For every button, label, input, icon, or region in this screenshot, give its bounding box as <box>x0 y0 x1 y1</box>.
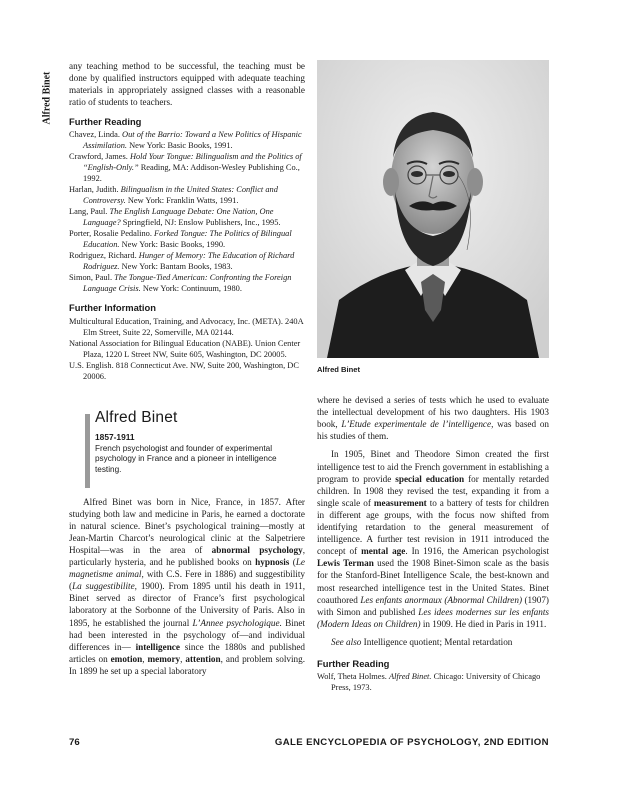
ref-author: Lang, Paul. <box>69 207 110 217</box>
running-head-text: Alfred Binet <box>41 71 53 125</box>
ref-publisher: New York: Basic Books, 1990. <box>119 240 226 250</box>
see-also <box>317 636 549 648</box>
keyword: attention <box>185 653 221 664</box>
article-dates: 1857-1911 <box>95 431 135 442</box>
article-paragraph-1 <box>69 496 305 677</box>
keyword: mental age <box>361 546 406 557</box>
organization-item: U.S. English. 818 Connecticut Ave. NW, Suite 200, Washington, DC 20006. <box>69 360 299 381</box>
text-run: was based on his studies of them. <box>317 419 550 442</box>
article-paragraph-2 <box>317 394 549 442</box>
reference-item <box>69 250 305 272</box>
keyword: intelligence <box>135 641 180 652</box>
keyword: Lewis Terman <box>317 558 374 569</box>
further-reading-heading: Further Reading <box>69 116 142 128</box>
portrait-photo <box>317 60 549 358</box>
see-also-label: See also <box>331 636 362 647</box>
ref-publisher: New York: Bantam Books, 1983. <box>119 262 233 272</box>
reference-item <box>69 184 305 206</box>
ref-title: Hold Your Tongue: Bilingualism and the Politics of “English-Only.” <box>83 152 302 173</box>
ref-publisher: New York: Continuum, 1980. <box>140 284 242 294</box>
keyword: measurement <box>373 497 427 508</box>
ref-publisher: Springfield, NJ: Enslow Publishers, Inc., 1995. <box>120 218 281 228</box>
footer-title: GALE ENCYCLOPEDIA OF PSYCHOLOGY, 2ND EDITION <box>274 737 549 748</box>
page-number: 76 <box>69 737 80 748</box>
keyword: special education <box>395 473 465 484</box>
ref-author: Crawford, James. <box>69 152 130 162</box>
text-run: , <box>180 653 186 664</box>
text-run: ( <box>289 557 296 568</box>
text-run: to a battery of tests for children in different age groups, with the focus now shifted from identifying retardation to the general measurement of intelligence. A further test revision in 1911 introduced the concept of <box>317 497 549 557</box>
ref-author: Harlan, Judith. <box>69 185 121 195</box>
ref-title: Hunger of Memory: The Education of Richard Rodriguez. <box>83 251 295 272</box>
see-also-links: Intelligence quotient; Mental retardation <box>361 636 513 647</box>
ref-title: Alfred Binet. <box>388 672 432 682</box>
text-run: Alfred Binet was born in Nice, France, in 1857. After studying both law and medicine in Paris, he earned a doctorate in natural science. Binet’s psychological training—mostly at Jean-Martin Charcot’s neurological clinic at the Salpetriere Hospital—was in the area of <box>69 496 305 555</box>
ref-author: Wolf, Theta Holmes. <box>317 672 389 682</box>
italic-title: L’Annee psychologique. <box>192 617 282 628</box>
ref-title: Out of the Barrio: Toward a New Politics of Hispanic Assimilation. <box>83 130 302 151</box>
ref-title: Bilingualism in the United States: Conflict and Controversy. <box>83 185 278 206</box>
reference-item <box>69 228 305 250</box>
keyword: hypnosis <box>255 557 290 568</box>
ref-title: The Tongue-Tied American: Confronting the Foreign Language Crisis. <box>83 273 292 294</box>
article-paragraph-3 <box>317 448 549 629</box>
ref-publisher: Reading, MA: Addison-Wesley Publishing Co., 1992. <box>83 163 300 184</box>
photo-caption: Alfred Binet <box>317 365 361 374</box>
running-head <box>40 66 54 126</box>
italic-title: Les idees modernes sur les enfants (Modern Ideas on Children) <box>317 606 549 629</box>
italic-title: Le magnetisme animal, <box>69 557 305 580</box>
ref-author: Rodriguez, Richard. <box>69 251 139 261</box>
reference-item <box>69 151 305 184</box>
article-subtitle: French psychologist and founder of experimental psychology in France and a pioneer in intelligence testing. <box>95 443 277 474</box>
further-reading-heading-2: Further Reading <box>317 657 390 669</box>
organization-item: National Association for Bilingual Education (NABE). Union Center Plaza, 1220 L Street NW, Suite 605, Washington, DC 20005. <box>69 338 301 359</box>
ref-author: Porter, Rosalie Pedalino. <box>69 229 155 239</box>
keyword: memory <box>147 653 181 664</box>
reference-item <box>69 129 305 151</box>
reference-item <box>69 206 305 228</box>
right-column <box>317 60 549 693</box>
text-run: used the 1908 Binet-Simon scale as the basis for the Stanford-Binet Intelligence Scale, the best-known and most researched intelligence test in the United States. Binet coauthored <box>317 558 550 605</box>
further-information-heading: Further Information <box>69 302 156 314</box>
ref-publisher: New York: Basic Books, 1991. <box>126 141 233 151</box>
reference-item <box>69 272 305 294</box>
article-header <box>69 408 305 496</box>
article-title: Alfred Binet <box>95 408 178 426</box>
page-footer <box>69 737 549 751</box>
text-run: , particularly hysteria, and he published books on <box>69 544 305 568</box>
text-run: where he devised a series of tests which he used to evaluate the intellectual development of his two daughters. His 1903 book, <box>317 395 549 430</box>
text-run: with C.S. Fere in 1886) and suggestibility ( <box>69 569 305 592</box>
ref-author: Chavez, Linda. <box>69 130 123 140</box>
text-run: since the 1880s and published articles on <box>69 641 305 664</box>
text-run: (1907) with Simon and published <box>317 594 549 617</box>
intro-paragraph: any teaching method to be successful, the teaching must be done by qualified instructors equipped with adequate teaching materials in appropriately assigned classes with a reasonable ratio of students to teachers. <box>69 61 305 108</box>
text-run: . In 1916, the American psychologist <box>405 546 550 557</box>
text-run: In 1905, Binet and Theodore Simon created the first intelligence test to aid the French government in establishing a program to provide <box>317 449 549 484</box>
italic-title: L’Etude experimentale de l’intelligence, <box>341 419 494 430</box>
keyword: abnormal psychology <box>211 544 303 555</box>
text-run: for mentally retarded children. In 1908 they revised the test, expanding it from a single scale of <box>317 473 550 508</box>
keyword: emotion <box>110 653 143 664</box>
ref-publisher: New York: Franklin Watts, 1991. <box>125 196 239 206</box>
italic-title: Les enfants anormaux (Abnormal Children) <box>360 594 523 605</box>
article-title-bar <box>85 414 90 488</box>
text-run: , <box>142 653 148 664</box>
text-run: , and problem solving. In 1899 he set up a special laboratory <box>69 653 305 676</box>
ref-title: Forked Tongue: The Politics of Bilingual Education. <box>83 229 292 250</box>
text-run: 1900). From 1895 until his death in 1911, Binet served as director of France’s first psychological laboratory at the Sorbonne of the University of Paris. Also in 1895, he established the journal <box>69 581 305 628</box>
italic-title: La suggestibilite, <box>72 581 137 592</box>
reference-item <box>317 671 549 693</box>
text-run: in 1909. He died in Paris in 1911. <box>420 618 547 629</box>
text-run: Binet had been interested in the psychology of—and individual differences in— <box>69 617 305 652</box>
portrait-photo-graphic <box>317 60 549 358</box>
left-column <box>69 60 305 677</box>
ref-publisher: Chicago: University of Chicago Press, 1973. <box>331 672 541 693</box>
further-reading-list <box>69 129 305 294</box>
organization-item: Multicultural Education, Training, and Advocacy, Inc. (META). 240A Elm Street, Suite 22, Somerville, MA 02144. <box>69 316 304 337</box>
ref-author: Simon, Paul. <box>69 273 115 283</box>
further-information-list <box>69 316 305 382</box>
ref-title: The English Language Debate: One Nation, One Language? <box>83 207 274 228</box>
